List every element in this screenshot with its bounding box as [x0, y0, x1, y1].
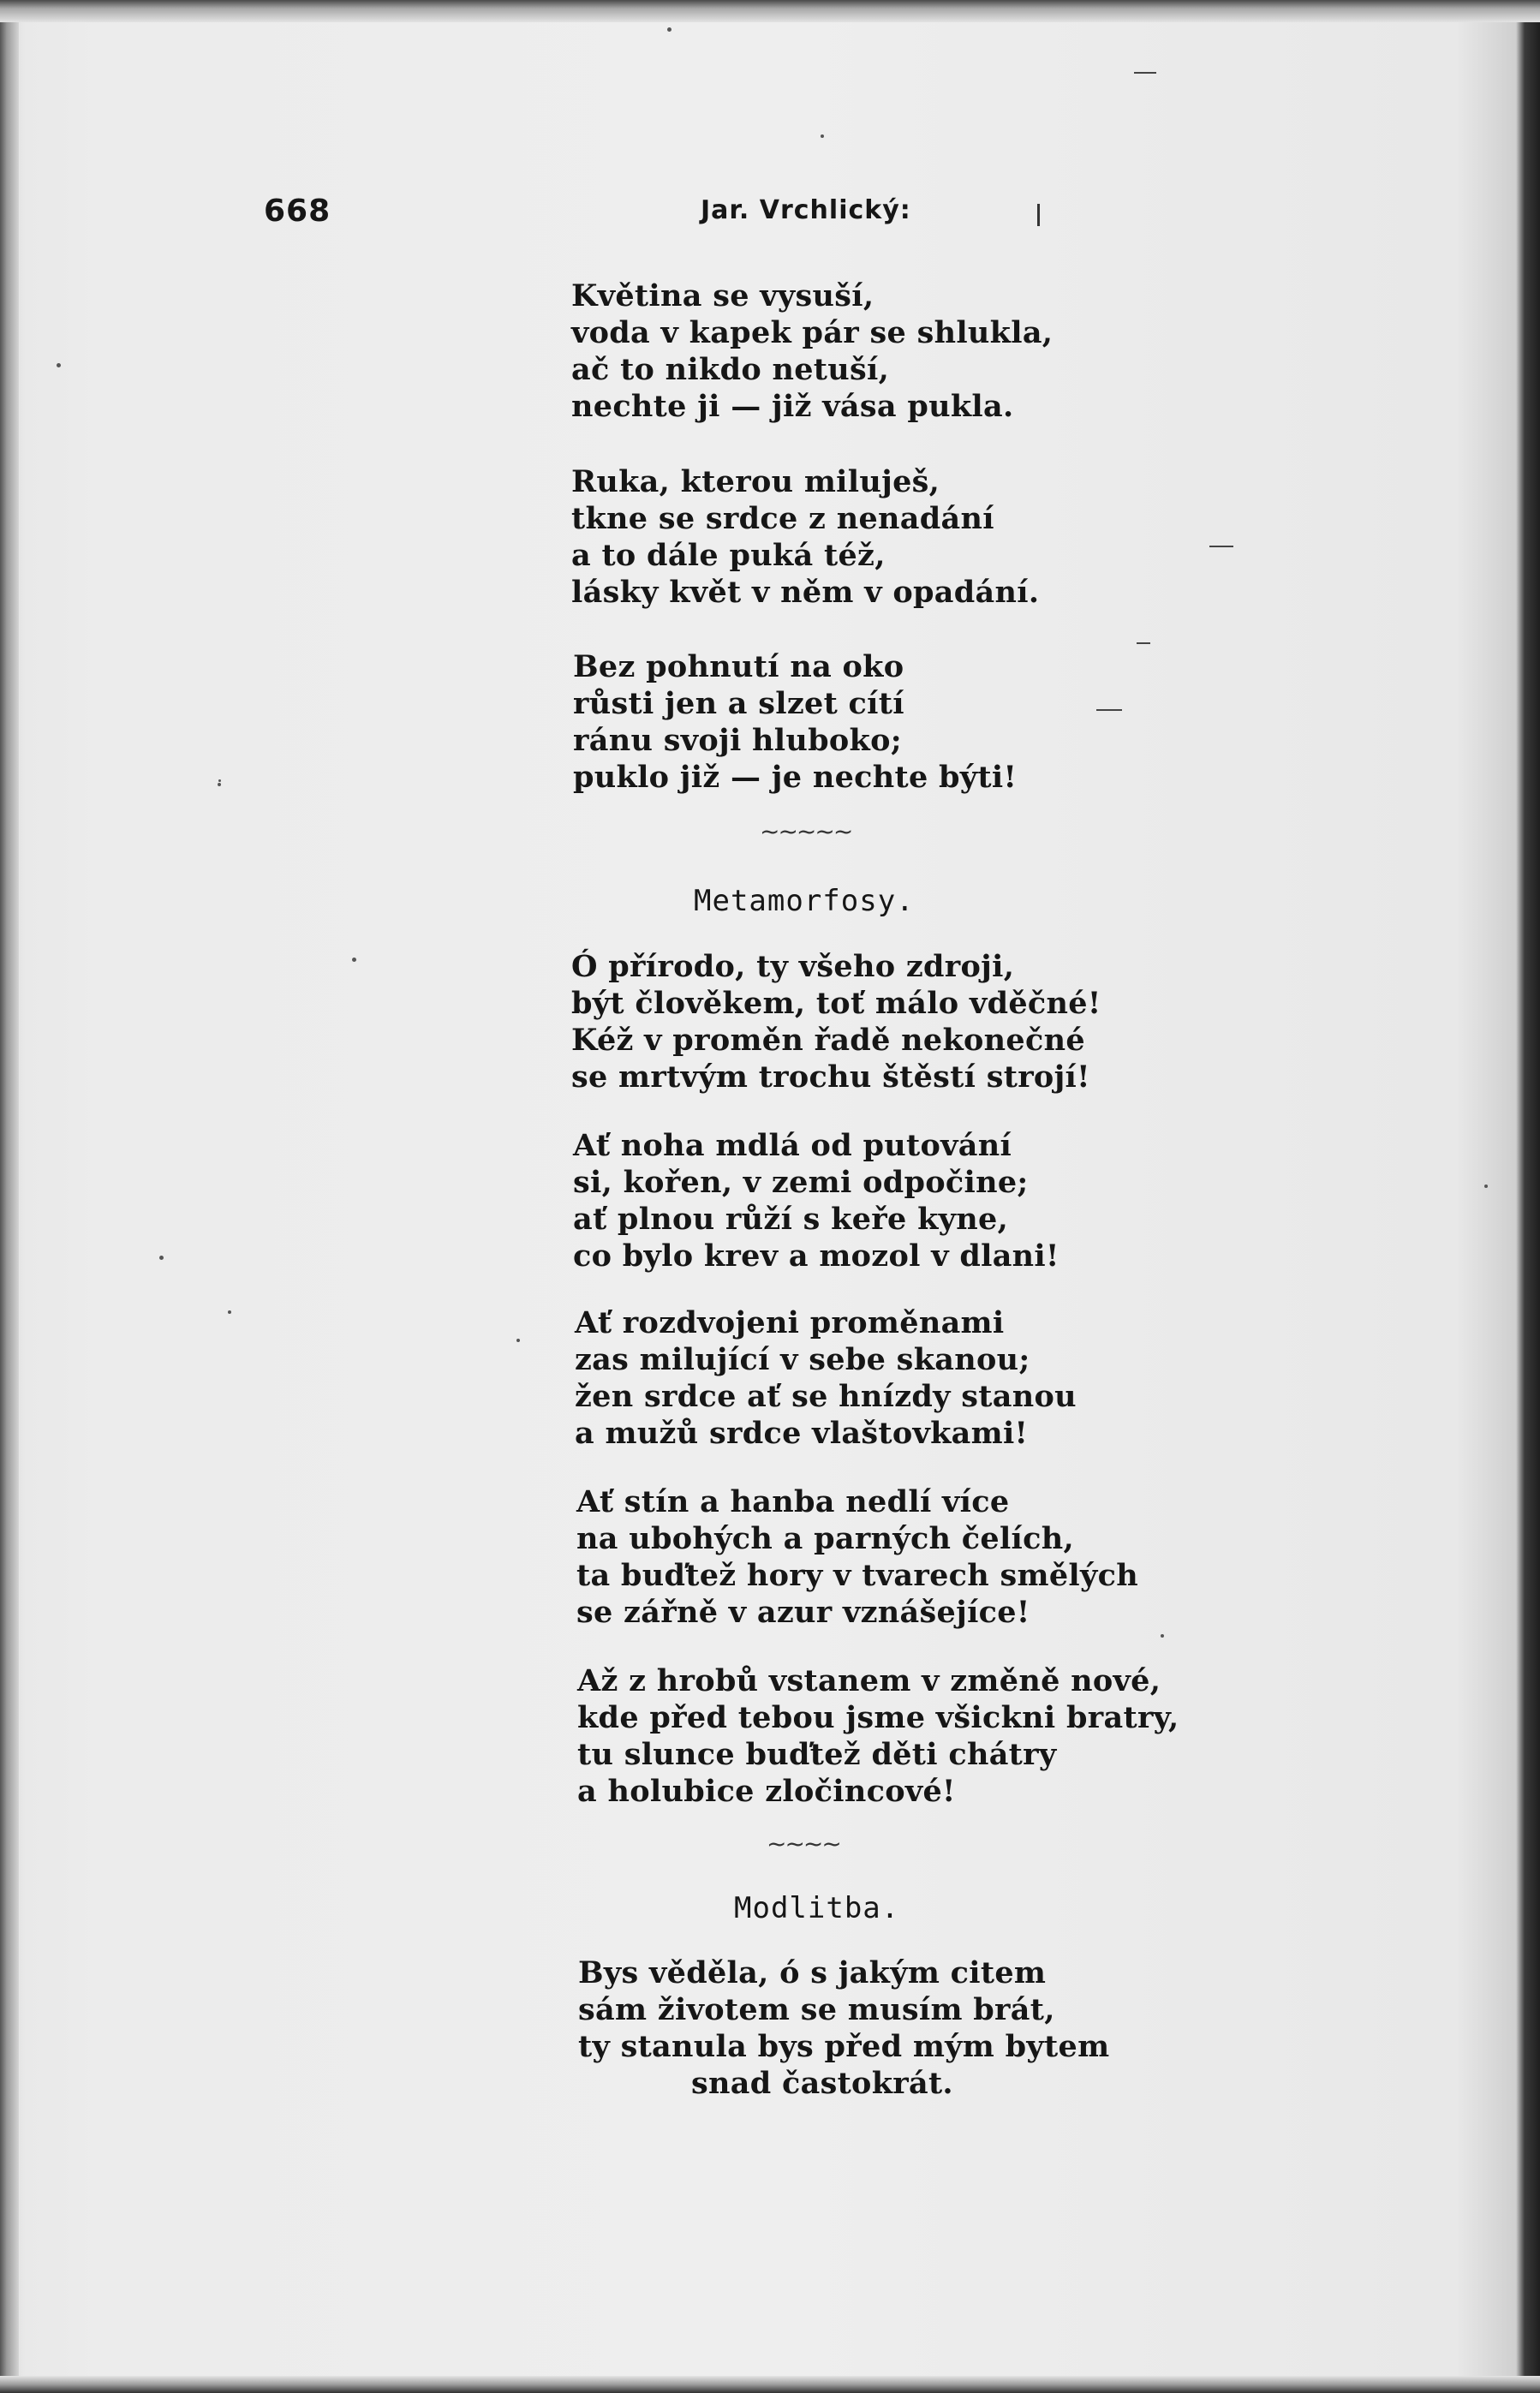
section-ornament: ~~~~	[767, 1829, 840, 1858]
verse-line: žen srdce ať se hnízdy stanou	[575, 1379, 1077, 1414]
running-head: Jar. Vrchlický:	[701, 195, 911, 225]
verse-line: Bez pohnutí na oko	[573, 649, 904, 684]
verse-line: nechte ji — již vása pukla.	[571, 389, 1014, 424]
verse-line: Ať noha mdlá od putování	[573, 1128, 1012, 1163]
poem3-stanza-1	[578, 1954, 1109, 2102]
poem2-stanza-2	[573, 1127, 1059, 1274]
verse-line: ač to nikdo netuší,	[571, 352, 890, 387]
verse-line: Ať rozdvojeni proměnami	[575, 1305, 1005, 1340]
verse-line: Květina se vysuší,	[571, 278, 874, 313]
section-ornament: ~~~~~	[760, 817, 852, 845]
poem2-stanza-5	[577, 1662, 1179, 1810]
poem1-stanza-1	[571, 277, 1053, 425]
verse-line: být člověkem, toť málo vděčné!	[571, 986, 1101, 1021]
verse-line: a mužů srdce vlaštovkami!	[575, 1416, 1029, 1451]
verse-line: růsti jen a slzet cítí	[573, 686, 904, 721]
verse-line: Bys věděla, ó s jakým citem	[578, 1955, 1047, 1990]
verse-line: se mrtvým trochu štěstí strojí!	[571, 1059, 1090, 1095]
page-number: 668	[264, 194, 331, 229]
poem2-stanza-1	[571, 948, 1101, 1095]
verse-line: ta buďtež hory v tvarech smělých	[576, 1558, 1139, 1593]
verse-line: tkne se srdce z nenadání	[571, 501, 994, 536]
verse-line: Ať stín a hanba nedlí více	[576, 1484, 1010, 1519]
verse-line: Ó přírodo, ty všeho zdroji,	[571, 949, 1015, 984]
poem1-stanza-3	[573, 648, 1017, 796]
verse-line: ať plnou růží s keře kyne,	[573, 1202, 1009, 1237]
poem-title-modlitba: Modlitba.	[734, 1891, 900, 1925]
header-mark	[1037, 204, 1040, 226]
poem2-stanza-4	[576, 1483, 1138, 1631]
verse-line: lásky květ v něm v opadání.	[571, 575, 1040, 610]
verse-line: zas milující v sebe skanou;	[575, 1342, 1030, 1377]
poem1-stanza-2	[571, 463, 1039, 611]
verse-line: Kéž v proměn řadě nekonečné	[571, 1023, 1085, 1058]
verse-line: sám životem se musím brát,	[578, 1992, 1055, 2027]
verse-line: tu slunce buďtež děti chátry	[577, 1737, 1057, 1772]
verse-line: a holubice zločincové!	[577, 1774, 956, 1809]
verse-line: co bylo krev a mozol v dlani!	[573, 1238, 1059, 1274]
verse-line: ty stanula bys před mým bytem	[578, 2029, 1110, 2064]
verse-line: a to dále puká též,	[571, 538, 886, 573]
poem2-stanza-3	[575, 1304, 1077, 1452]
verse-line: Až z hrobů vstanem v změně nové,	[577, 1663, 1161, 1698]
verse-line: voda v kapek pár se shlukla,	[571, 315, 1054, 350]
verse-line: kde před tebou jsme všickni bratry,	[577, 1700, 1179, 1735]
verse-line: ránu svoji hluboko;	[573, 723, 902, 758]
verse-line: snad častokrát.	[691, 2066, 953, 2101]
verse-line: puklo již — je nechte býti!	[573, 760, 1018, 795]
verse-line: Ruka, kterou miluješ,	[571, 464, 940, 499]
verse-line: se zářně v azur vznášejíce!	[576, 1595, 1030, 1630]
verse-line: na ubohých a parných čelích,	[576, 1521, 1074, 1556]
poem-title-metamorfosy: Metamorfosy.	[694, 884, 915, 918]
verse-line: si, kořen, v zemi odpočine;	[573, 1165, 1029, 1200]
